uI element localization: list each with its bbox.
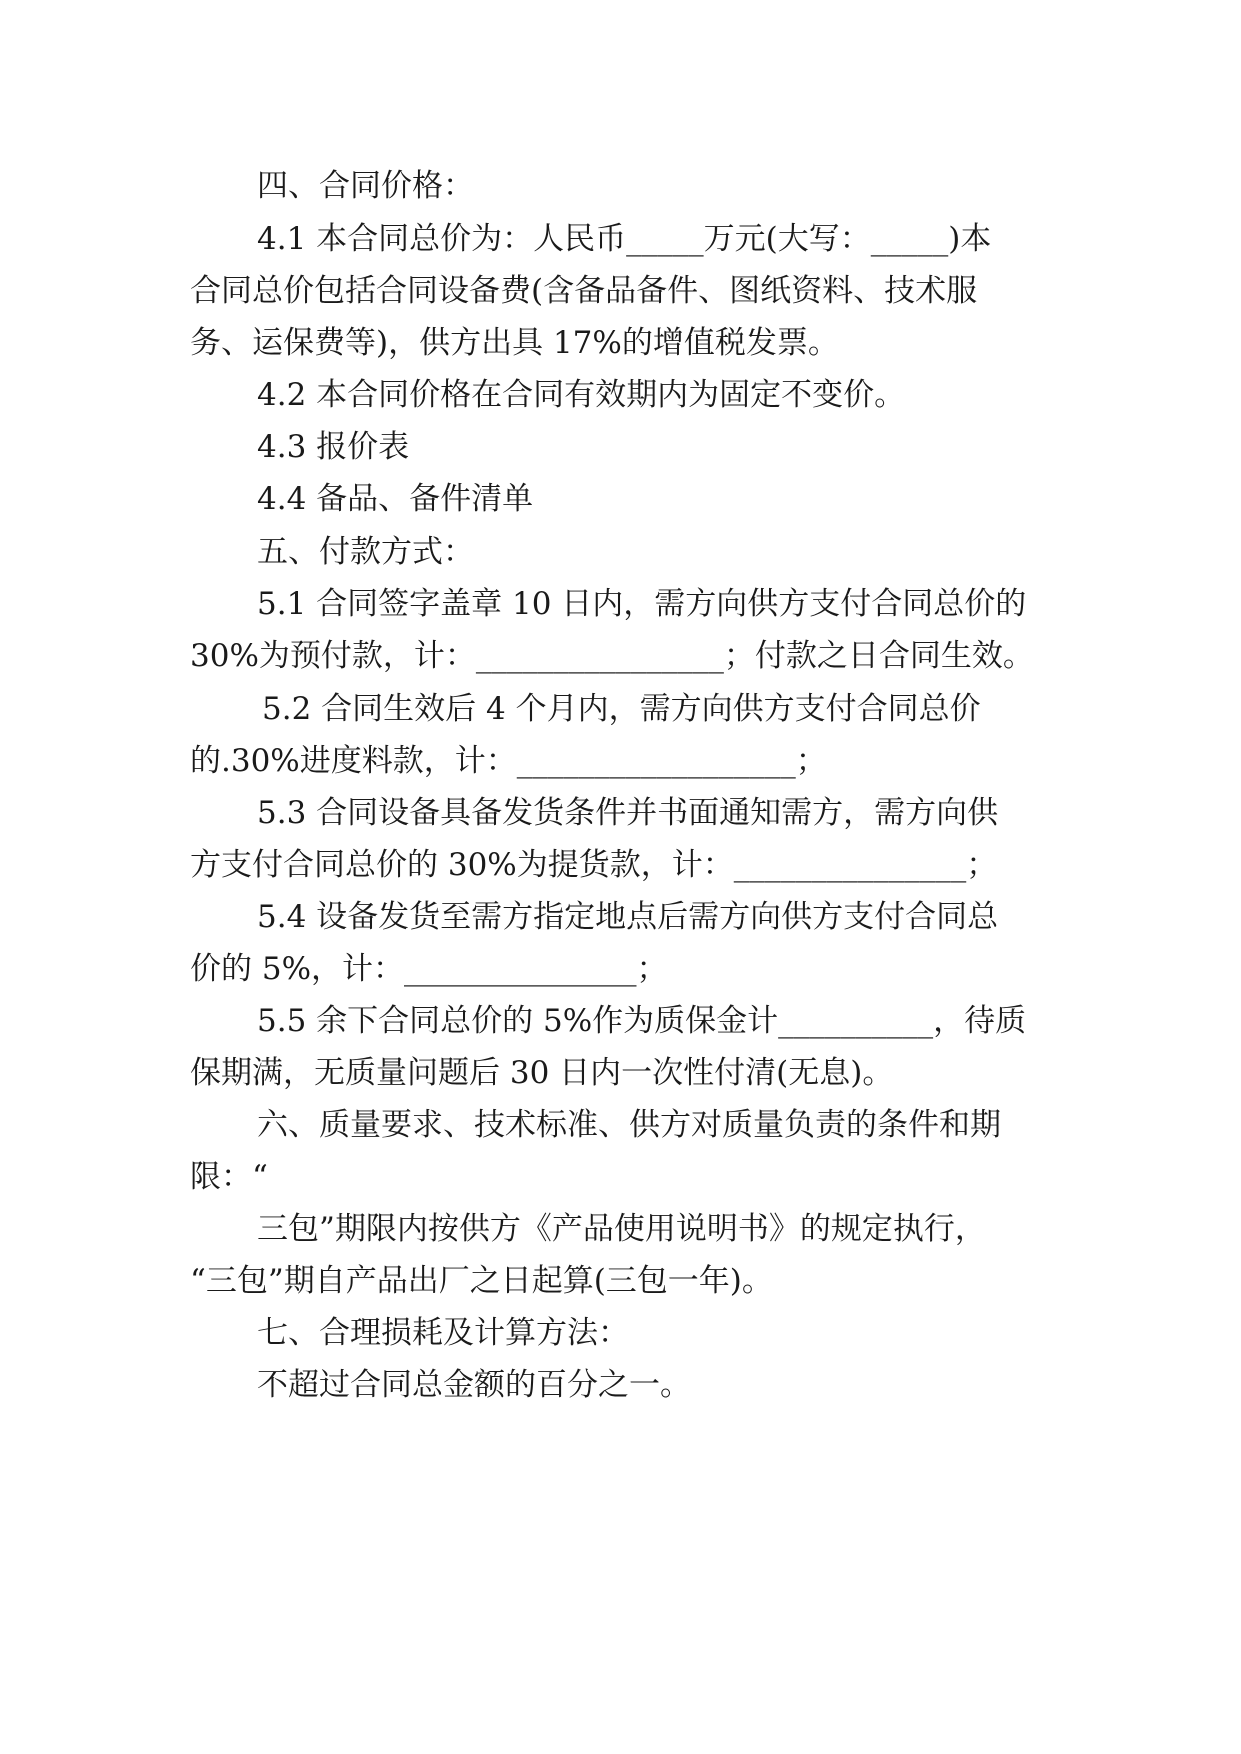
clause-4-1-line-2: 合同总价包括合同设备费(含备品备件、图纸资料、技术服: [190, 273, 978, 309]
clause-4-3: 4.3 报价表: [257, 429, 410, 465]
clause-5-1-line-1: 5.1 合同签字盖章 10 日内，需方向供方支付合同总价的: [257, 586, 1027, 622]
section-heading-loss: 七、合理损耗及计算方法：: [257, 1315, 629, 1351]
clause-5-4-line-2: 价的 5%，计：_______________；: [190, 951, 668, 987]
clause-4-1-line-3: 务、运保费等)，供方出具 17%的增值税发票。: [190, 325, 839, 361]
clause-5-5-line-1: 5.5 余下合同总价的 5%作为质保金计__________，待质: [257, 1003, 1027, 1039]
section-heading-contract-price: 四、合同价格：: [257, 168, 474, 204]
clause-5-3-line-2: 方支付合同总价的 30%为提货款，计：_______________；: [190, 847, 998, 883]
clause-4-1-line-1: 4.1 本合同总价为：人民币_____万元(大写：_____)本: [257, 221, 992, 257]
clause-5-5-line-2: 保期满，无质量问题后 30 日内一次性付清(无息)。: [190, 1055, 894, 1091]
clause-4-4: 4.4 备品、备件清单: [257, 481, 534, 517]
clause-4-2: 4.2 本合同价格在合同有效期内为固定不变价。: [257, 377, 906, 413]
section-heading-payment: 五、付款方式：: [257, 534, 474, 570]
section-heading-quality-line-1: 六、质量要求、技术标准、供方对质量负责的条件和期: [257, 1107, 1001, 1143]
section-heading-quality-line-2: 限：“: [190, 1159, 268, 1195]
quality-clause-line-1: 三包”期限内按供方《产品使用说明书》的规定执行，: [257, 1211, 986, 1247]
clause-5-1-line-2: 30%为预付款，计：________________；付款之日合同生效。: [190, 638, 1034, 674]
clause-5-2-line-1: 5.2 合同生效后 4 个月内，需方向供方支付合同总价: [262, 691, 981, 727]
quality-clause-line-2: “三包”期自产品出厂之日起算(三包一年)。: [190, 1263, 773, 1299]
clause-5-3-line-1: 5.3 合同设备具备发货条件并书面通知需方，需方向供: [257, 795, 999, 831]
clause-5-2-line-2: 的.30%进度料款，计：__________________；: [190, 743, 827, 779]
clause-5-4-line-1: 5.4 设备发货至需方指定地点后需方向供方支付合同总: [257, 899, 999, 935]
loss-clause: 不超过合同总金额的百分之一。: [257, 1367, 691, 1403]
